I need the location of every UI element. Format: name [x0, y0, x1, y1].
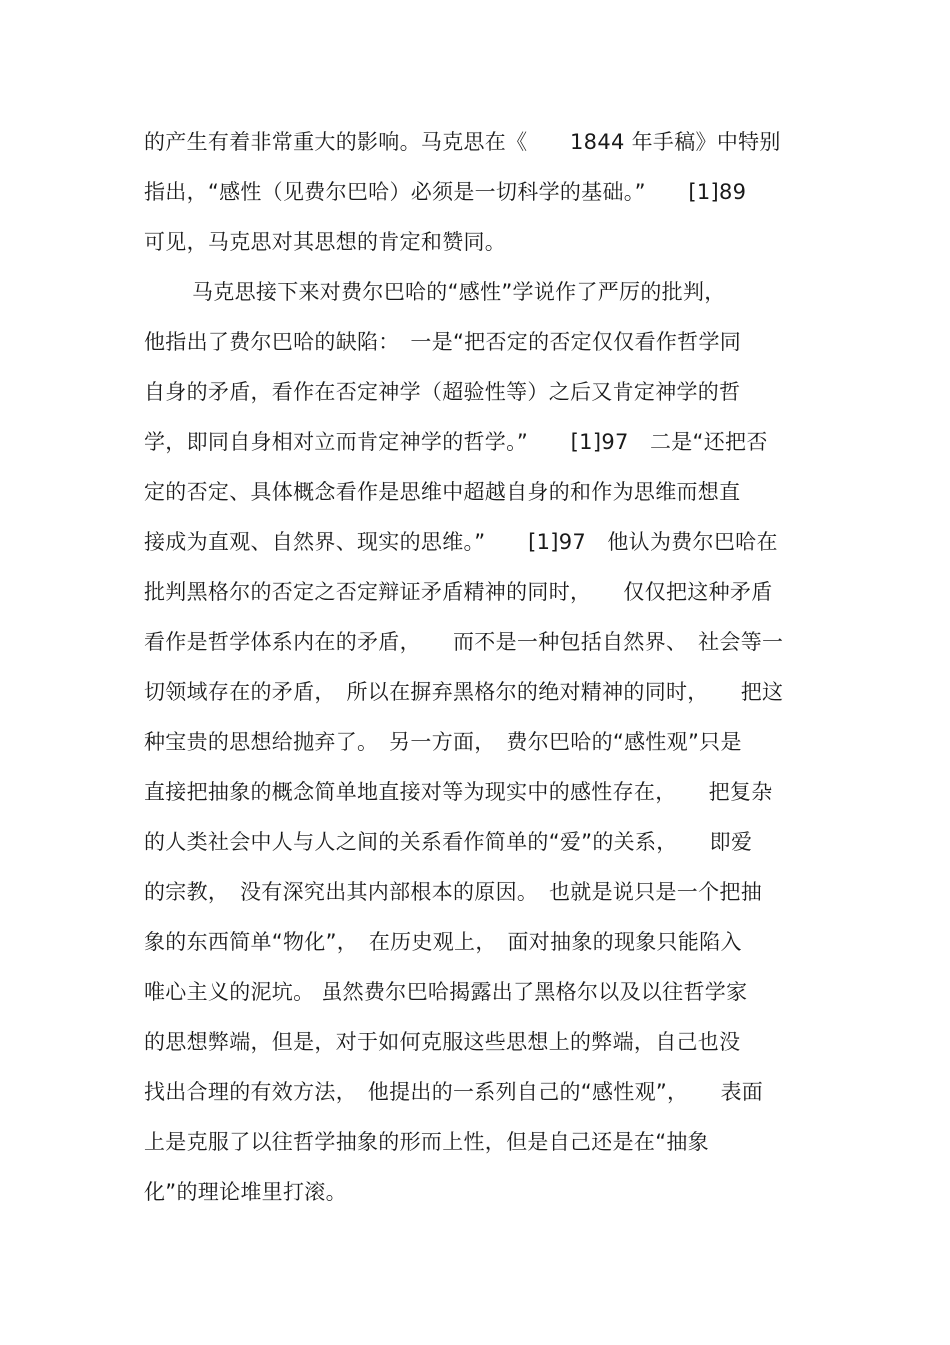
text-line: 看作是哲学体系内在的矛盾， 而不是一种包括自然界、 社会等一 — [144, 630, 784, 654]
text-line: 的思想弊端，但是，对于如何克服这些思想上的弊端，自己也没 — [144, 1030, 741, 1054]
text-line: 自身的矛盾，看作在否定神学（超验性等）之后又肯定神学的哲 — [144, 380, 741, 404]
text-line: 的产生有着非常重大的影响。马克思在《 1844 年手稿》中特别 — [144, 130, 781, 154]
text-line: 找出合理的有效方法， 他提出的一系列自己的“感性观”， 表面 — [144, 1080, 764, 1104]
text-line: 化”的理论堆里打滚。 — [144, 1180, 347, 1204]
paragraph-start-line: 马克思接下来对费尔巴哈的“感性”学说作了严厉的批判， — [192, 280, 726, 304]
text-line: 学，即同自身相对立而肯定神学的哲学。” [1]97 二是“还把否 — [144, 430, 768, 454]
text-line: 切领域存在的矛盾， 所以在摒弃黑格尔的绝对精神的同时， 把这 — [144, 680, 784, 704]
text-line: 定的否定、具体概念看作是思维中超越自身的和作为思维而想直 — [144, 480, 741, 504]
text-line: 种宝贵的思想给抛弃了。 另一方面， 费尔巴哈的“感性观”只是 — [144, 730, 742, 754]
text-line: 他指出了费尔巴哈的缺陷： 一是“把否定的否定仅仅看作哲学同 — [144, 330, 742, 354]
text-line: 的人类社会中人与人之间的关系看作简单的“爱”的关系， 即爱 — [144, 830, 753, 854]
body-text — [144, 120, 814, 1220]
text-line: 直接把抽象的概念简单地直接对等为现实中的感性存在， 把复杂 — [144, 780, 773, 804]
text-line: 的宗教， 没有深究出其内部根本的原因。 也就是说只是一个把抽 — [144, 880, 762, 904]
text-line: 批判黑格尔的否定之否定辩证矛盾精神的同时， 仅仅把这种矛盾 — [144, 580, 773, 604]
text-line: 象的东西简单“物化”， 在历史观上， 面对抽象的现象只能陷入 — [144, 930, 742, 954]
text-line: 上是克服了以往哲学抽象的形而上性，但是自己还是在“抽象 — [144, 1130, 709, 1154]
text-line: 指出，“感性（见费尔巴哈）必须是一切科学的基础。” [1]89 — [144, 180, 747, 204]
text-line: 可见，马克思对其思想的肯定和赞同。 — [144, 230, 507, 254]
text-line: 接成为直观、自然界、现实的思维。” [1]97 他认为费尔巴哈在 — [144, 530, 778, 554]
text-line: 唯心主义的泥坑。 虽然费尔巴哈揭露出了黑格尔以及以往哲学家 — [144, 980, 748, 1004]
